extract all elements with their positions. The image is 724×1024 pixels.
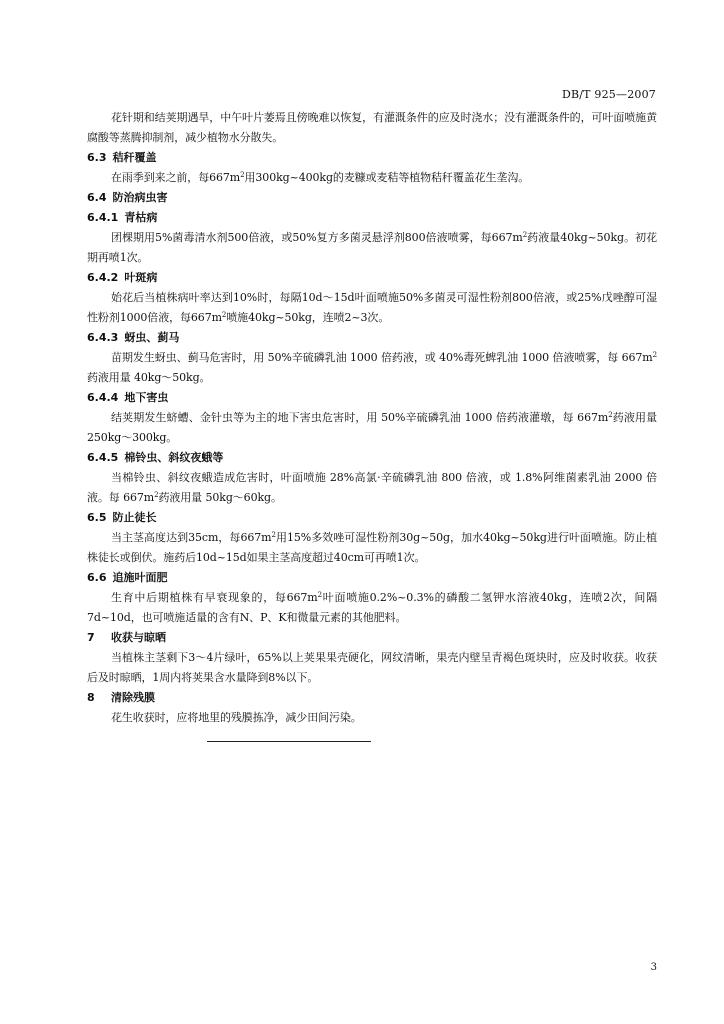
section-heading-6-4-2: [87, 268, 657, 288]
section-number: 6.4: [87, 191, 107, 204]
section-heading-7: [87, 628, 657, 648]
section-heading-6-4-1: [87, 208, 657, 228]
section-title: 收获与晾晒: [111, 631, 166, 644]
document-body: [87, 108, 657, 728]
section-number: 6.3: [87, 151, 107, 164]
paragraph-prevent-overgrowth: 当主茎高度达到35cm，每$667m^2$用15%多效唑可湿性粉剂30g~50g，加水40kg~50kg进行叶面喷施。防止植株徒长或倒伏。施药后10d~15d如果主茎高度超过40cm可再喷1次。: [87, 531, 657, 564]
section-heading-6-3: [87, 148, 657, 168]
section-title: 蚜虫、蓟马: [124, 331, 180, 344]
section-number: 6.4.5: [87, 451, 119, 464]
paragraph-leaf-spot: 始花后当植株病叶率达到10%时，每隔10d～15d叶面喷施50%多菌灵可湿性粉剂800倍液，或25%戊唑醇可湿性粉剂1000倍液，每$667m^2$喷施40kg~50kg，连喷2~3次。: [87, 291, 657, 324]
section-title: 防止徒长: [112, 511, 157, 524]
section-heading-6-4-5: [87, 448, 657, 468]
section-title: 追施叶面肥: [112, 571, 168, 584]
end-rule: [207, 741, 371, 742]
section-title: 青枯病: [124, 211, 158, 224]
section-number: 8: [87, 691, 95, 704]
section-number: 6.4.2: [87, 271, 119, 284]
section-title: 秸秆覆盖: [112, 151, 157, 164]
section-heading-6-4: [87, 188, 657, 208]
section-heading-6-4-3: [87, 328, 657, 348]
section-number: 6.4.1: [87, 211, 119, 224]
section-number: 7: [87, 631, 95, 644]
section-number: 6.4.3: [87, 331, 119, 344]
paragraph-aphids-thrips: 苗期发生蚜虫、蓟马危害时，用 50%辛硫磷乳油 1000 倍药液，或 40%毒死蜱乳油 1000 倍液喷雾，每 $667m^2$药液用量 40kg～50kg。: [87, 351, 657, 384]
section-heading-8: [87, 688, 657, 708]
section-number: 6.6: [87, 571, 107, 584]
paragraph-bacterial-wilt: 团棵期用5%菌毒清水剂500倍液，或50%复方多菌灵悬浮剂800倍液喷雾，每$667m^2$药液量40kg~50kg。初花期再喷1次。: [87, 231, 657, 264]
section-title: 清除残膜: [111, 691, 155, 704]
section-heading-6-4-4: [87, 388, 657, 408]
section-heading-6-5: [87, 508, 657, 528]
section-title: 叶斑病: [124, 271, 158, 284]
paragraph-foliar-fertilizer: 生育中后期植株有早衰现象的，每$667m^2$叶面喷施0.2%~0.3%的磷酸二氢钾水溶液40kg，连喷2次，间隔7d~10d，也可喷施适量的含有N、P、K和微量元素的其他肥料。: [87, 591, 657, 624]
section-number: 6.4.4: [87, 391, 119, 404]
paragraph-remove-film: 花生收获时，应将地里的残膜拣净，减少田间污染。: [111, 711, 362, 724]
paragraph-bollworm: 当棉铃虫、斜纹夜蛾造成危害时，叶面喷施 28%高氯·辛硫磷乳油 800 倍液，或 1.8%阿维菌素乳油 2000 倍液。每 $667m^2$药液用量 50kg～60kg。: [87, 471, 657, 504]
document-code: DB/T 925—2007: [561, 88, 656, 101]
section-title: 防治病虫害: [112, 191, 168, 204]
section-title: 棉铃虫、斜纹夜蛾等: [124, 451, 224, 464]
paragraph-underground-pests: 结荚期发生蛴螬、金针虫等为主的地下害虫危害时，用 50%辛硫磷乳油 1000 倍药液灌墩，每 $667m^2$药液用量 250kg～300kg。: [87, 411, 657, 444]
section-title: 地下害虫: [124, 391, 169, 404]
section-number: 6.5: [87, 511, 107, 524]
paragraph-straw-mulch: 在雨季到来之前，每$667m^2$用300kg~400kg的麦糠或麦秸等植物秸秆覆盖花生垄沟。: [111, 171, 530, 184]
paragraph-harvest-drying: 当植株主茎剩下3～4片绿叶，65%以上荚果果壳硬化，网纹清晰，果壳内壁呈青褐色斑块时，应及时收获。收获后及时晾晒，1周内将荚果含水量降到8%以下。: [87, 651, 657, 684]
paragraph-flowering-drought: 花针期和结荚期遇旱，中午叶片萎焉且傍晚难以恢复，有灌溉条件的应及时浇水；没有灌溉条件的，可叶面喷施黄腐酸等蒸腾抑制剂，减少植物水分散失。: [87, 111, 657, 144]
section-heading-6-6: [87, 568, 657, 588]
page-number: 3: [650, 962, 657, 973]
